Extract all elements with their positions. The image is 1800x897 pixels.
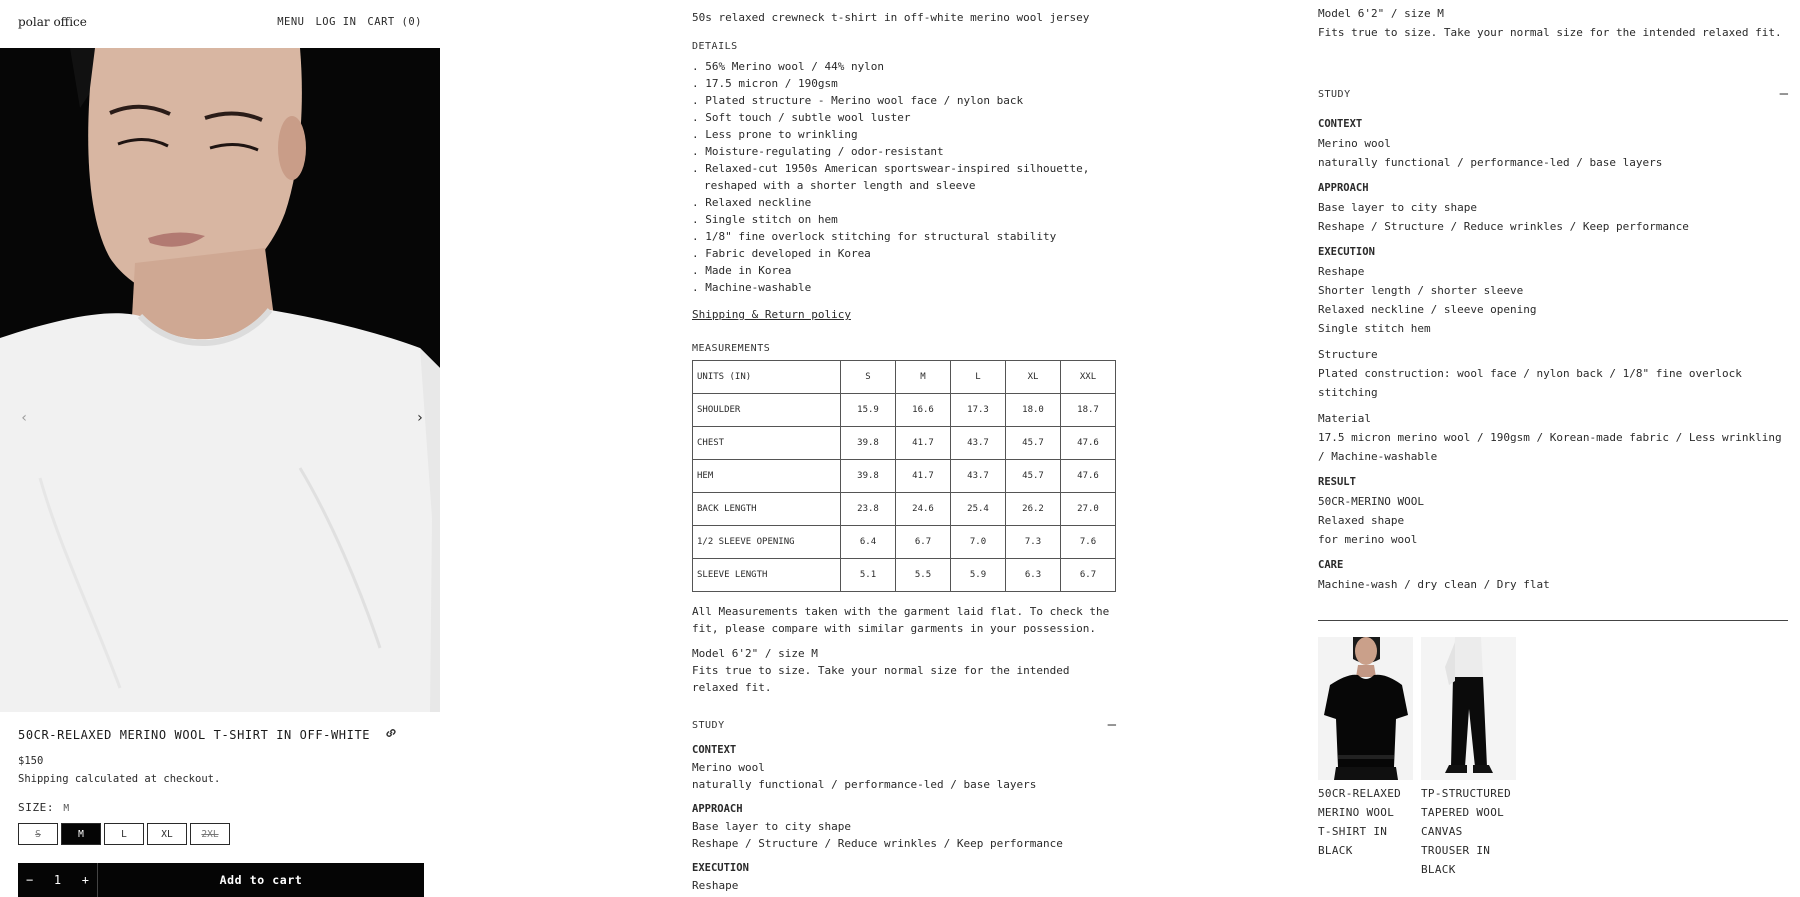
table-row bbox=[693, 493, 1116, 526]
study-accordion-header[interactable] bbox=[692, 717, 1116, 734]
table-cell: HEM bbox=[693, 460, 841, 493]
care-text: Machine-wash / dry clean / Dry flat bbox=[1318, 578, 1550, 591]
related-product-name[interactable] bbox=[1421, 784, 1516, 879]
result-line: 50CR-MERINO WOOL bbox=[1318, 495, 1424, 508]
table-cell: 6.7 bbox=[896, 526, 951, 559]
table-cell: 45.7 bbox=[1006, 460, 1061, 493]
list-item: . 56% Merino wool / 44% nylon bbox=[692, 60, 885, 73]
context-line: Merino wool bbox=[1318, 137, 1391, 150]
cart-link[interactable]: CART (0) bbox=[367, 16, 422, 28]
list-item: . Machine-washable bbox=[692, 281, 812, 294]
table-cell: 47.6 bbox=[1061, 460, 1116, 493]
model-size: Model 6'2" / size M bbox=[1318, 7, 1444, 20]
related-product-card[interactable] bbox=[1421, 637, 1516, 879]
table-header-cell: M bbox=[896, 361, 951, 394]
product-intro: 50s relaxed crewneck t-shirt in off-white merino wool jersey bbox=[692, 11, 1090, 24]
measurement-note: All Measurements taken with the garment laid flat. To check the fit, please compare with similar garments in your possession. bbox=[692, 605, 1110, 635]
quantity-value[interactable]: 1 bbox=[53, 872, 62, 887]
name-line: T-SHIRT IN bbox=[1318, 825, 1388, 838]
context-line: Merino wool bbox=[692, 761, 765, 774]
quantity-stepper bbox=[18, 863, 98, 897]
table-row bbox=[693, 526, 1116, 559]
product-image[interactable] bbox=[0, 48, 440, 712]
details-list bbox=[692, 58, 1114, 296]
model-size: Model 6'2" / size M bbox=[692, 647, 818, 660]
list-item: . 17.5 micron / 190gsm bbox=[692, 77, 838, 90]
table-cell: 43.7 bbox=[951, 427, 1006, 460]
related-products bbox=[1318, 637, 1516, 879]
brand-logo[interactable]: polar office bbox=[18, 15, 87, 29]
fit-note: Fits true to size. Take your normal size for the intended relaxed fit. bbox=[1318, 26, 1782, 39]
table-row bbox=[693, 427, 1116, 460]
table-row bbox=[693, 460, 1116, 493]
approach-line: Base layer to city shape bbox=[1318, 201, 1477, 214]
study-heading: STUDY bbox=[692, 720, 725, 731]
approach-line: Base layer to city shape bbox=[692, 820, 851, 833]
table-cell: SHOULDER bbox=[693, 394, 841, 427]
shipping-return-policy-link[interactable]: Shipping & Return policy bbox=[692, 308, 851, 321]
approach-label: APPROACH bbox=[1318, 182, 1369, 194]
table-header-row bbox=[693, 361, 1116, 394]
table-cell: 5.9 bbox=[951, 559, 1006, 592]
related-product-image[interactable] bbox=[1318, 637, 1413, 780]
list-item: . Made in Korea bbox=[692, 264, 792, 277]
share-link-icon[interactable] bbox=[384, 726, 398, 745]
execution-line: Reshape bbox=[692, 879, 739, 892]
result-label: RESULT bbox=[1318, 476, 1356, 488]
execution-line: Reshape bbox=[1318, 265, 1365, 278]
table-cell: 7.0 bbox=[951, 526, 1006, 559]
shipping-note: Shipping calculated at checkout. bbox=[18, 773, 221, 785]
table-cell: 18.7 bbox=[1061, 394, 1116, 427]
list-item: . Soft touch / subtle wool luster bbox=[692, 111, 911, 124]
table-cell: 7.6 bbox=[1061, 526, 1116, 559]
table-header-cell: XL bbox=[1006, 361, 1061, 394]
collapse-icon[interactable]: — bbox=[1779, 86, 1788, 102]
study-section-expanded bbox=[1318, 85, 1788, 594]
table-cell: 6.4 bbox=[841, 526, 896, 559]
add-to-cart-bar bbox=[18, 863, 424, 897]
top-navigation bbox=[0, 0, 440, 48]
product-title-row bbox=[18, 726, 398, 745]
table-header-cell: UNITS (IN) bbox=[693, 361, 841, 394]
related-product-name[interactable] bbox=[1318, 784, 1413, 860]
list-item: . Plated structure - Merino wool face / nylon back bbox=[692, 94, 1024, 107]
table-cell: 27.0 bbox=[1061, 493, 1116, 526]
login-link[interactable]: LOG IN bbox=[315, 16, 357, 28]
structure-label: Structure bbox=[1318, 348, 1378, 361]
nav-links bbox=[277, 14, 422, 31]
measurements-heading: MEASUREMENTS bbox=[692, 343, 771, 354]
measurements-table bbox=[692, 360, 1116, 592]
approach-line: Reshape / Structure / Reduce wrinkles / Keep performance bbox=[1318, 220, 1689, 233]
name-line: 50CR-RELAXED bbox=[1318, 787, 1402, 800]
table-header-cell: L bbox=[951, 361, 1006, 394]
care-label: CARE bbox=[1318, 559, 1344, 571]
execution-label: EXECUTION bbox=[692, 862, 749, 874]
list-item: . Moisture-regulating / odor-resistant bbox=[692, 145, 944, 158]
divider bbox=[1318, 620, 1788, 621]
size-option-m[interactable]: M bbox=[61, 823, 101, 845]
trouser-illustration bbox=[1421, 637, 1516, 780]
list-item: . Single stitch on hem bbox=[692, 213, 838, 226]
name-line: TP-STRUCTURED bbox=[1421, 787, 1511, 800]
size-option-2xl[interactable]: 2XL bbox=[190, 823, 230, 845]
result-line: for merino wool bbox=[1318, 533, 1418, 546]
table-cell: BACK LENGTH bbox=[693, 493, 841, 526]
table-cell: 39.8 bbox=[841, 460, 896, 493]
table-cell: 16.6 bbox=[896, 394, 951, 427]
context-label: CONTEXT bbox=[692, 744, 737, 756]
material-label: Material bbox=[1318, 412, 1371, 425]
result-line: Relaxed shape bbox=[1318, 514, 1405, 527]
execution-label: EXECUTION bbox=[1318, 246, 1375, 258]
size-option-l[interactable]: L bbox=[104, 823, 144, 845]
table-cell: SLEEVE LENGTH bbox=[693, 559, 841, 592]
table-cell: 17.3 bbox=[951, 394, 1006, 427]
quantity-increase-button[interactable]: + bbox=[81, 872, 89, 887]
name-line: BLACK bbox=[1318, 844, 1353, 857]
study-accordion-header[interactable] bbox=[1318, 85, 1788, 104]
structure-text: Plated construction: wool face / nylon back / 1/8" fine overlock stitching bbox=[1318, 367, 1742, 399]
table-cell: 45.7 bbox=[1006, 427, 1061, 460]
table-cell: 24.6 bbox=[896, 493, 951, 526]
name-line: TROUSER IN bbox=[1421, 844, 1491, 857]
size-options bbox=[18, 823, 233, 845]
table-cell: 15.9 bbox=[841, 394, 896, 427]
size-label: SIZE: bbox=[18, 801, 55, 814]
name-line: MERINO WOOL bbox=[1318, 806, 1395, 819]
table-cell: 18.0 bbox=[1006, 394, 1061, 427]
list-item: . Relaxed-cut 1950s American sportswear-inspired silhouette, reshaped with a shorter length and sleeve bbox=[692, 162, 1090, 192]
context-line: naturally functional / performance-led / base layers bbox=[692, 778, 1037, 791]
related-product-image[interactable] bbox=[1421, 637, 1516, 780]
table-cell: 7.3 bbox=[1006, 526, 1061, 559]
name-line: TAPERED WOOL bbox=[1421, 806, 1505, 819]
execution-line: Shorter length / shorter sleeve bbox=[1318, 284, 1524, 297]
related-product-card[interactable] bbox=[1318, 637, 1413, 879]
model-fit-note-right bbox=[1318, 4, 1788, 42]
black-tshirt-illustration bbox=[1318, 637, 1413, 780]
table-header-cell: S bbox=[841, 361, 896, 394]
table-cell: 26.2 bbox=[1006, 493, 1061, 526]
table-cell: 6.3 bbox=[1006, 559, 1061, 592]
approach-line: Reshape / Structure / Reduce wrinkles / Keep performance bbox=[692, 837, 1063, 850]
study-section bbox=[692, 717, 1116, 894]
size-option-s[interactable]: S bbox=[18, 823, 58, 845]
model-photo-illustration bbox=[0, 48, 440, 712]
table-cell: 47.6 bbox=[1061, 427, 1116, 460]
list-item: . Fabric developed in Korea bbox=[692, 247, 871, 260]
menu-link[interactable]: MENU bbox=[277, 16, 305, 28]
table-cell: 23.8 bbox=[841, 493, 896, 526]
add-to-cart-button[interactable]: Add to cart bbox=[219, 872, 303, 887]
model-fit-note bbox=[692, 645, 1117, 696]
product-title: 50CR-RELAXED MERINO WOOL T-SHIRT IN OFF-WHITE bbox=[18, 728, 371, 742]
study-heading: STUDY bbox=[1318, 89, 1351, 100]
table-header-cell: XXL bbox=[1061, 361, 1116, 394]
table-cell: CHEST bbox=[693, 427, 841, 460]
material-text: 17.5 micron merino wool / 190gsm / Korean-made fabric / Less wrinkling / Machine-washable bbox=[1318, 431, 1782, 463]
table-cell: 41.7 bbox=[896, 460, 951, 493]
context-line: naturally functional / performance-led / base layers bbox=[1318, 156, 1663, 169]
gallery-next-arrow-icon[interactable]: › bbox=[415, 410, 424, 426]
table-cell: 43.7 bbox=[951, 460, 1006, 493]
size-label-row bbox=[18, 799, 70, 817]
list-item: . Less prone to wrinkling bbox=[692, 128, 858, 141]
execution-line: Single stitch hem bbox=[1318, 322, 1431, 335]
size-option-xl[interactable]: XL bbox=[147, 823, 187, 845]
table-row bbox=[693, 559, 1116, 592]
details-heading: DETAILS bbox=[692, 41, 738, 52]
name-line: CANVAS bbox=[1421, 825, 1463, 838]
table-cell: 6.7 bbox=[1061, 559, 1116, 592]
table-cell: 5.1 bbox=[841, 559, 896, 592]
execution-line: Relaxed neckline / sleeve opening bbox=[1318, 303, 1537, 316]
collapse-icon[interactable]: — bbox=[1107, 717, 1116, 733]
table-cell: 5.5 bbox=[896, 559, 951, 592]
quantity-decrease-button[interactable]: − bbox=[26, 872, 34, 887]
table-cell: 1/2 SLEEVE OPENING bbox=[693, 526, 841, 559]
list-item: . 1/8" fine overlock stitching for structural stability bbox=[692, 230, 1057, 243]
gallery-prev-arrow-icon[interactable]: ‹ bbox=[20, 410, 29, 426]
table-cell: 39.8 bbox=[841, 427, 896, 460]
name-line: BLACK bbox=[1421, 863, 1456, 876]
product-price: $150 bbox=[18, 755, 44, 767]
table-cell: 41.7 bbox=[896, 427, 951, 460]
table-row bbox=[693, 394, 1116, 427]
context-label: CONTEXT bbox=[1318, 118, 1363, 130]
fit-note: Fits true to size. Take your normal size for the intended relaxed fit. bbox=[692, 664, 1070, 694]
list-item: . Relaxed neckline bbox=[692, 196, 812, 209]
approach-label: APPROACH bbox=[692, 803, 743, 815]
table-cell: 25.4 bbox=[951, 493, 1006, 526]
selected-size-value: M bbox=[63, 803, 70, 814]
